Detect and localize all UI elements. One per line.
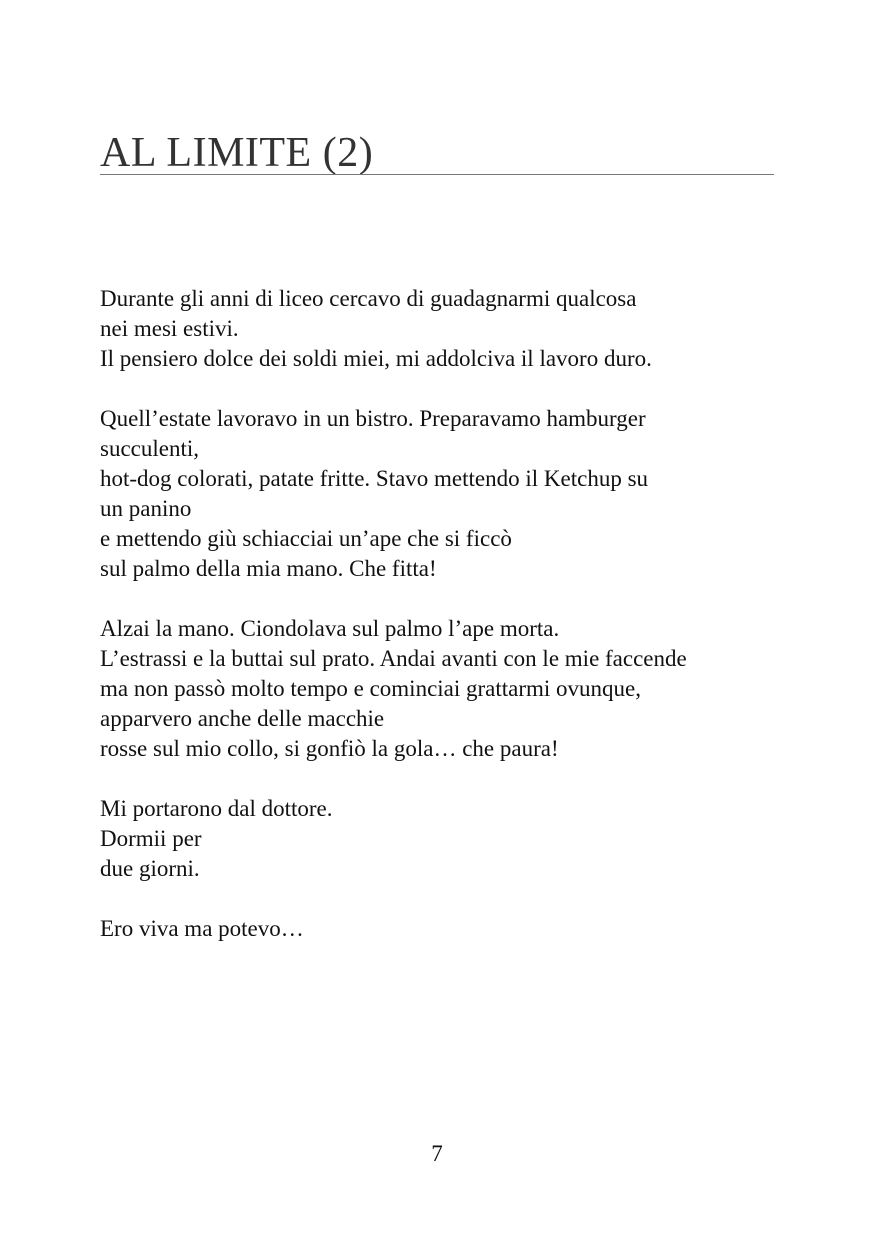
poem-line: ma non passò molto tempo e cominciai grattarmi ovunque,: [100, 676, 642, 701]
poem-line: Durante gli anni di liceo cercavo di guadagnarmi qualcosa: [100, 286, 637, 311]
poem-line: Mi portarono dal dottore.: [100, 796, 333, 821]
stanza-5: [100, 914, 790, 944]
poem-line: un panino: [100, 496, 192, 521]
poem-line: Quell’estate lavoravo in un bistro. Preparavamo hamburger: [100, 406, 646, 431]
title-underline: [100, 174, 774, 175]
poem-line: Ero viva ma potevo…: [100, 916, 304, 941]
poem-line: Alzai la mano. Ciondolava sul palmo l’ape morta.: [100, 616, 560, 641]
stanza-4: [100, 794, 790, 884]
page-number: 7: [431, 1141, 443, 1166]
poem-line: e mettendo giù schiacciai un’ape che si ficcò: [100, 526, 512, 551]
poem-line: hot-dog colorati, patate fritte. Stavo mettendo il Ketchup su: [100, 466, 649, 491]
poem-line: due giorni.: [100, 856, 200, 881]
poem-line: L’estrassi e la buttai sul prato. Andai avanti con le mie faccende: [100, 646, 687, 671]
page-title: AL LIMITE (2): [100, 130, 374, 176]
poem-line: Dormii per: [100, 826, 202, 851]
poem-line: nei mesi estivi.: [100, 316, 239, 341]
poem-line: Il pensiero dolce dei soldi miei, mi addolciva il lavoro duro.: [100, 346, 652, 371]
poem-line: sul palmo della mia mano. Che fitta!: [100, 556, 437, 581]
stanza-2: [100, 404, 790, 584]
poem-line: apparvero anche delle macchie: [100, 706, 385, 731]
poem-line: succulenti,: [100, 436, 199, 461]
stanza-1: [100, 284, 790, 374]
poem-body: [100, 284, 790, 974]
poem-line: rosse sul mio collo, si gonfiò la gola… che paura!: [100, 736, 559, 761]
stanza-3: [100, 614, 790, 764]
